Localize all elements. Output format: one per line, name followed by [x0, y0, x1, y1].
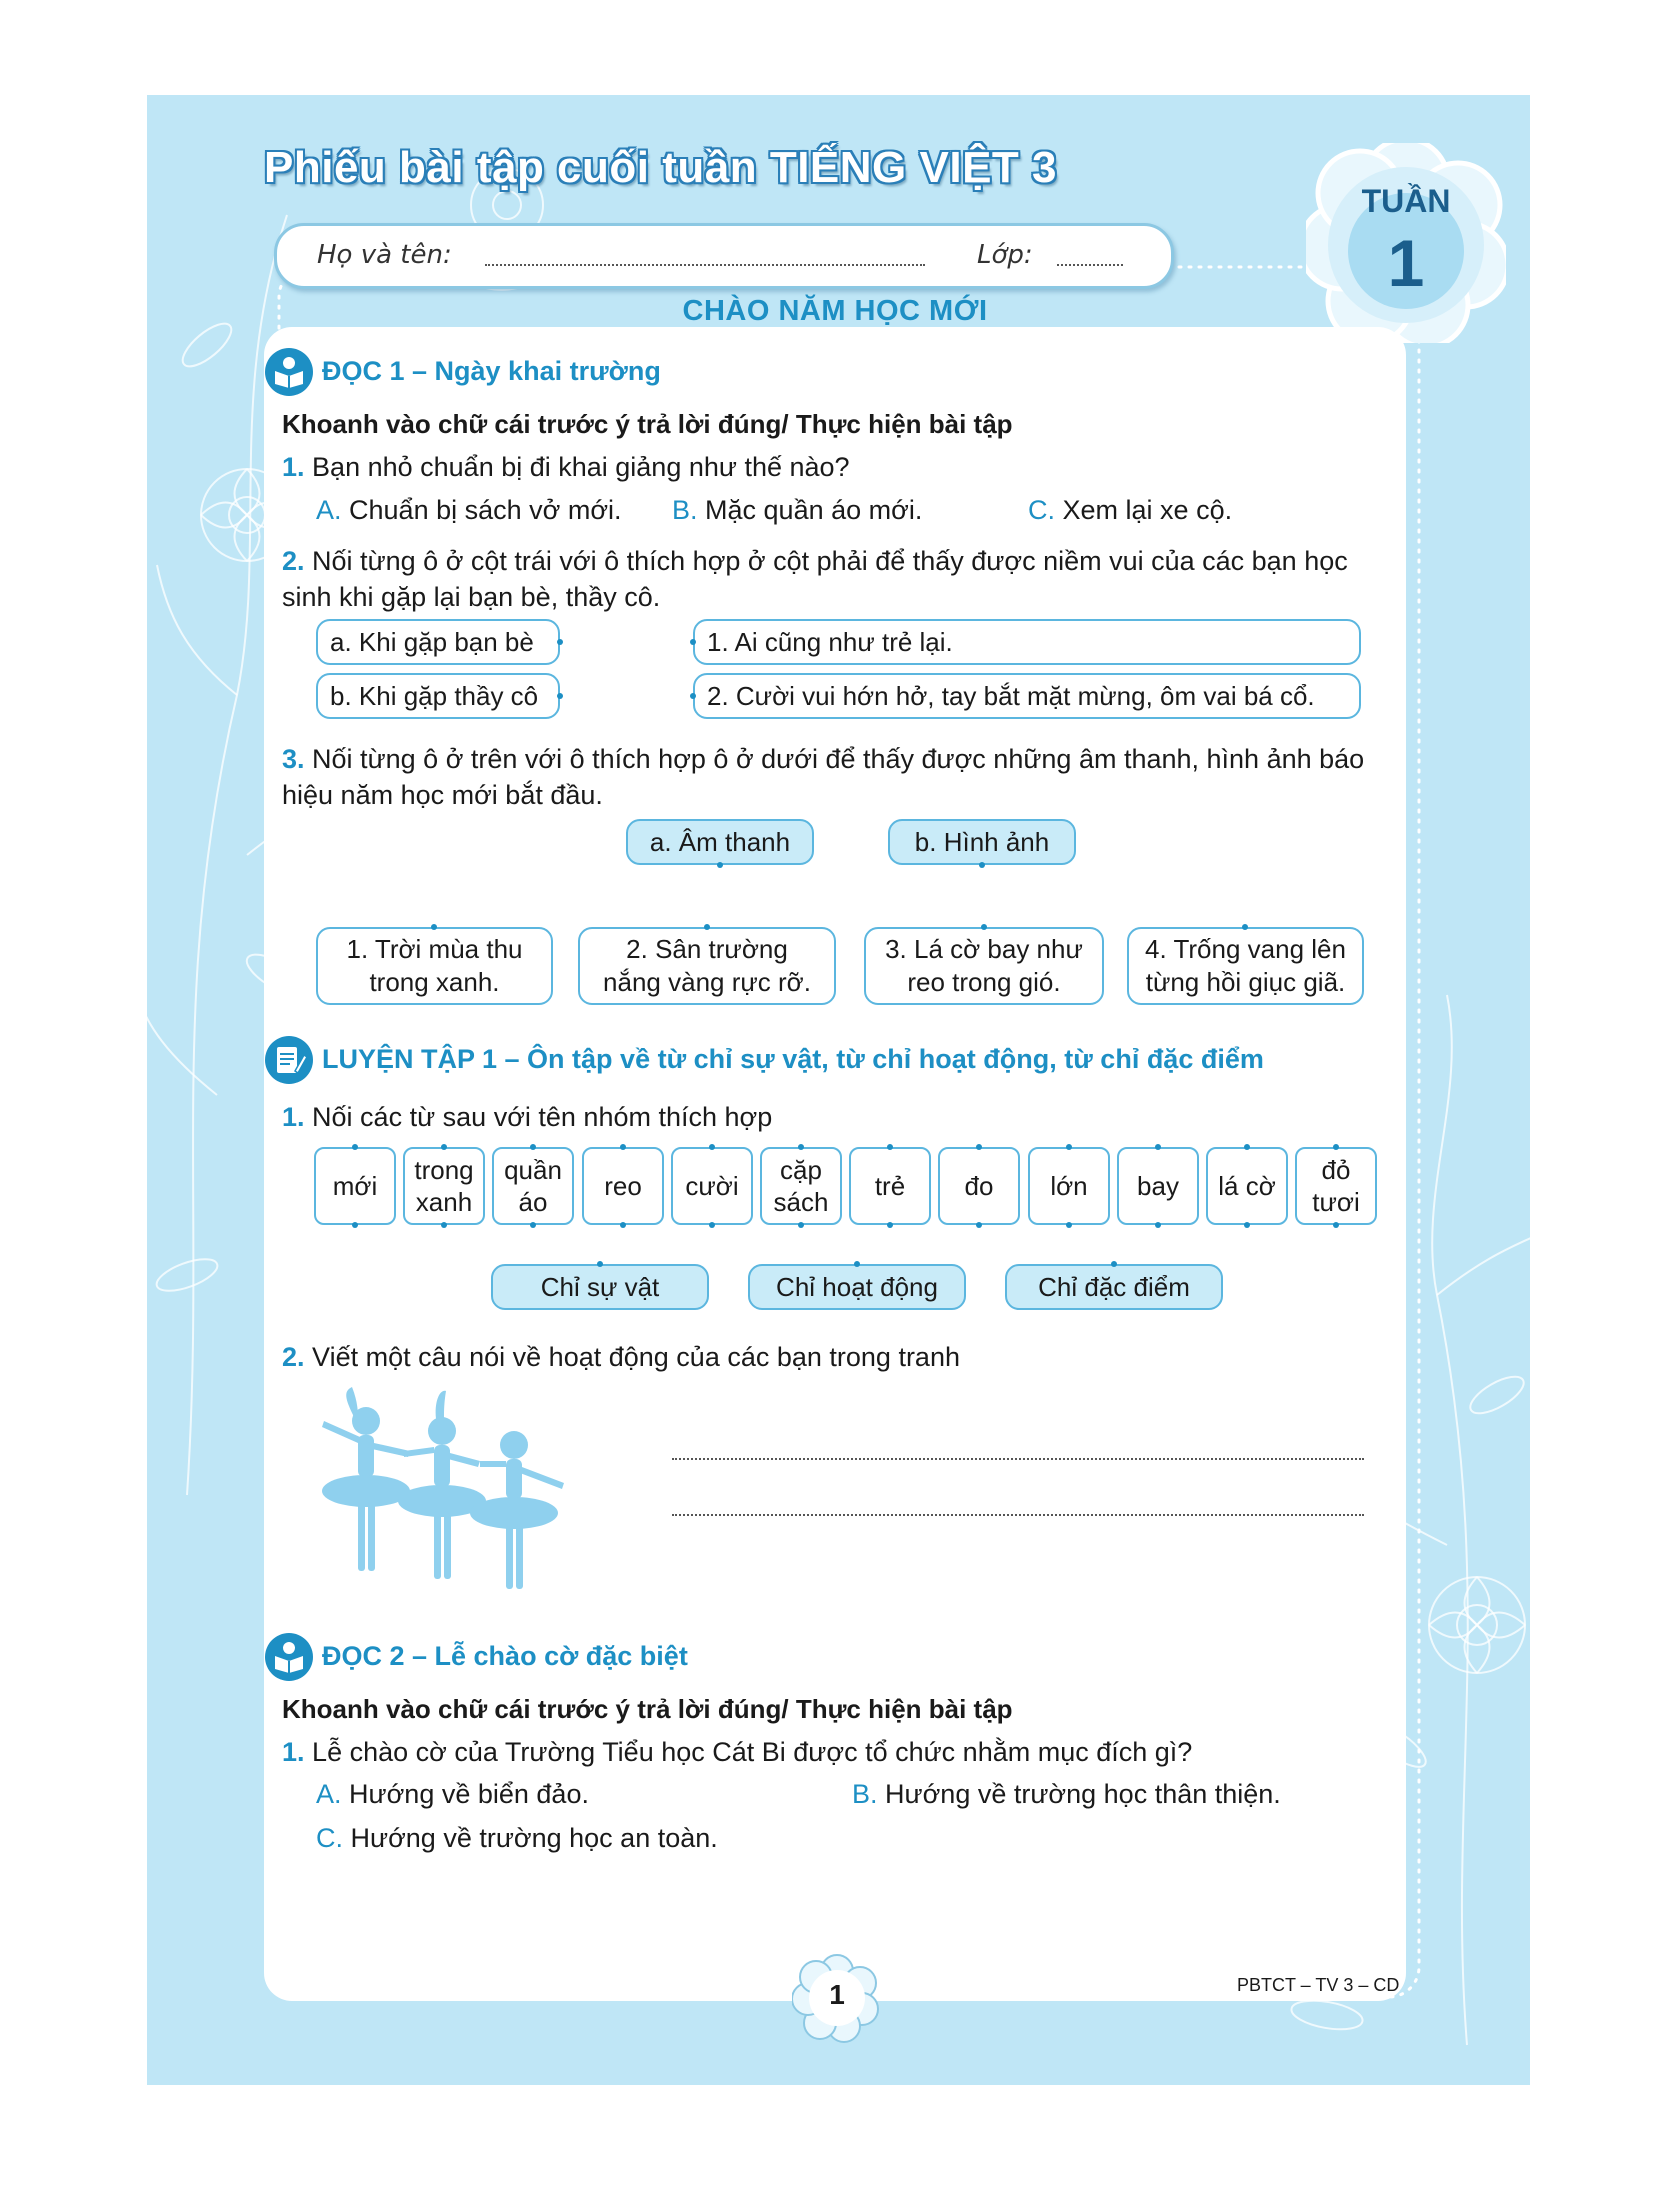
- box-line: từng hồi giục giã.: [1145, 967, 1346, 997]
- word-line: cặp: [780, 1155, 822, 1185]
- question-number: 3.: [282, 744, 305, 774]
- connector-dot[interactable]: [798, 1144, 804, 1150]
- name-class-bar: [274, 223, 1174, 289]
- option-letter: A.: [316, 495, 342, 525]
- word-line: cười: [685, 1171, 739, 1201]
- r1-question-3: [282, 741, 1382, 813]
- connector-dot[interactable]: [798, 1222, 804, 1228]
- word-line: tươi: [1312, 1187, 1360, 1217]
- connector-dot[interactable]: [1244, 1144, 1250, 1150]
- connector-dot[interactable]: [887, 1222, 893, 1228]
- question-text: Lễ chào cờ của Trường Tiểu học Cát Bi được tổ chức nhằm mục đích gì?: [312, 1737, 1193, 1767]
- connector-dot[interactable]: [1155, 1144, 1161, 1150]
- connector-dot[interactable]: [530, 1222, 536, 1228]
- r2-question-1: [282, 1734, 1192, 1770]
- page-number: 1: [829, 1979, 845, 2010]
- box-line: 4. Trống vang lên: [1145, 934, 1346, 964]
- question-text: Nối từng ô ở cột trái với ô thích hợp ở cột phải để thấy được niềm vui của các bạn học sinh khi gặp lại bạn bè, thầy cô.: [282, 546, 1348, 612]
- word-line: trong: [414, 1155, 474, 1185]
- r1-q2-right-box-1[interactable]: 1. Ai cũng như trẻ lại.: [693, 619, 1361, 665]
- word-box[interactable]: [760, 1147, 842, 1225]
- connector-dot[interactable]: [431, 924, 437, 930]
- word-text: [414, 1154, 473, 1218]
- connector-dot[interactable]: [981, 924, 987, 930]
- word-box[interactable]: [1295, 1147, 1377, 1225]
- option-letter: A.: [316, 1779, 342, 1809]
- word-box[interactable]: [492, 1147, 574, 1225]
- box-line: 2. Sân trường: [626, 934, 788, 964]
- word-box[interactable]: [1206, 1147, 1288, 1225]
- question-text: Viết một câu nói về hoạt động của các bạn trong tranh: [312, 1342, 960, 1372]
- connector-dot[interactable]: [1111, 1261, 1117, 1267]
- word-line: quần: [504, 1155, 562, 1185]
- connector-dot[interactable]: [620, 1222, 626, 1228]
- worksheet-title: Phiếu bài tập cuối tuần TIẾNG VIỆT 3: [264, 143, 1057, 192]
- word-line: xanh: [415, 1187, 473, 1217]
- box-line: reo trong gió.: [907, 967, 1061, 997]
- r1-q2-left-box-a[interactable]: a. Khi gặp bạn bè: [316, 619, 560, 665]
- option-text: Xem lại xe cộ.: [1062, 495, 1233, 525]
- reading2-instruction: Khoanh vào chữ cái trước ý trả lời đúng/ Thực hiện bài tập: [282, 1694, 1013, 1724]
- word-text: [1050, 1170, 1087, 1202]
- connector-dot[interactable]: [620, 1144, 626, 1150]
- option-text: Hướng về trường học an toàn.: [350, 1823, 718, 1853]
- box-line: 1. Trời mùa thu: [346, 934, 523, 964]
- word-text: [504, 1154, 562, 1218]
- r1-q3-bottom-box-4[interactable]: [1127, 927, 1364, 1005]
- p1-question-1: [282, 1099, 772, 1135]
- worksheet-page: [147, 95, 1530, 2085]
- group-box-feature[interactable]: Chỉ đặc điểm: [1005, 1264, 1223, 1310]
- connector-dot[interactable]: [717, 862, 723, 868]
- r1-q1-option-a[interactable]: [316, 495, 622, 526]
- r1-q3-bottom-box-2[interactable]: [578, 927, 836, 1005]
- word-line: bay: [1137, 1171, 1179, 1201]
- question-number: 1.: [282, 452, 305, 482]
- option-text: Hướng về trường học thân thiện.: [885, 1779, 1281, 1809]
- connector-dot[interactable]: [352, 1222, 358, 1228]
- word-box[interactable]: [1028, 1147, 1110, 1225]
- word-box[interactable]: [582, 1147, 664, 1225]
- connector-dot[interactable]: [352, 1144, 358, 1150]
- word-line: mới: [332, 1171, 378, 1201]
- word-text: [875, 1170, 905, 1202]
- word-text: [965, 1170, 994, 1202]
- question-number: 2.: [282, 1342, 305, 1372]
- word-text: [774, 1154, 829, 1218]
- week-label: TUẦN: [1361, 183, 1451, 219]
- group-box-action[interactable]: Chỉ hoạt động: [748, 1264, 966, 1310]
- connector-dot[interactable]: [976, 1222, 982, 1228]
- content-panel: [264, 295, 1406, 2001]
- option-letter: B.: [852, 1779, 878, 1809]
- r2-q1-option-b[interactable]: [852, 1779, 1281, 1810]
- word-text: [685, 1170, 738, 1202]
- word-box[interactable]: [1117, 1147, 1199, 1225]
- class-label: Lớp:: [977, 240, 1033, 270]
- practice1-heading: LUYỆN TẬP 1 – Ôn tập về từ chỉ sự vật, từ chỉ hoạt động, từ chỉ đặc điểm: [322, 1044, 1264, 1074]
- word-text: [1312, 1154, 1359, 1218]
- footer-code: PBTCT – TV 3 – CD: [1237, 1975, 1400, 1995]
- connector-dot[interactable]: [1155, 1222, 1161, 1228]
- notebook-pencil-icon: [264, 1035, 314, 1085]
- connector-dot[interactable]: [1066, 1144, 1072, 1150]
- connector-dot[interactable]: [709, 1222, 715, 1228]
- box-line: 3. Lá cờ bay như: [885, 934, 1083, 964]
- r1-q2-left-box-b[interactable]: b. Khi gặp thầy cô: [316, 673, 560, 719]
- connector-dot[interactable]: [690, 693, 696, 699]
- r1-q3-bottom-box-1[interactable]: [316, 927, 553, 1005]
- word-box[interactable]: [671, 1147, 753, 1225]
- connector-dot[interactable]: [1333, 1144, 1339, 1150]
- word-line: đo: [964, 1171, 994, 1201]
- week-number: 1: [1387, 226, 1425, 300]
- r1-question-2: [282, 543, 1382, 615]
- word-text: [333, 1170, 377, 1202]
- connector-dot[interactable]: [1244, 1222, 1250, 1228]
- word-line: lá cờ: [1218, 1171, 1276, 1201]
- word-line: áo: [518, 1187, 548, 1217]
- word-text: [604, 1170, 642, 1202]
- connector-dot[interactable]: [1242, 924, 1248, 930]
- word-box[interactable]: [403, 1147, 485, 1225]
- word-box[interactable]: [314, 1147, 396, 1225]
- name-input-line[interactable]: [485, 264, 925, 266]
- connector-dot[interactable]: [597, 1261, 603, 1267]
- option-text: Hướng về biển đảo.: [349, 1779, 589, 1809]
- class-input-line[interactable]: [1057, 264, 1123, 266]
- r1-q3-top-box-a[interactable]: a. Âm thanh: [626, 819, 814, 865]
- connector-dot[interactable]: [976, 1144, 982, 1150]
- connector-dot[interactable]: [854, 1261, 860, 1267]
- question-text: Nối từng ô ở trên với ô thích hợp ô ở dưới để thấy được những âm thanh, hình ảnh báo hiệu năm học mới bắt đầu.: [282, 744, 1365, 810]
- r1-q1-option-c[interactable]: [1028, 495, 1232, 526]
- word-line: sách: [773, 1187, 829, 1217]
- word-line: trẻ: [874, 1171, 906, 1201]
- box-line: trong xanh.: [369, 967, 500, 997]
- ballet-dancers-image: [314, 1387, 574, 1623]
- connector-dot[interactable]: [557, 693, 563, 699]
- word-line: lớn: [1050, 1171, 1088, 1201]
- connector-dot[interactable]: [709, 1144, 715, 1150]
- question-text: Nối các từ sau với tên nhóm thích hợp: [312, 1102, 773, 1132]
- connector-dot[interactable]: [1333, 1222, 1339, 1228]
- word-list: [314, 1147, 1374, 1237]
- answer-line-1[interactable]: [672, 1458, 1364, 1460]
- word-text: [1218, 1170, 1276, 1202]
- connector-dot[interactable]: [704, 924, 710, 930]
- connector-dot[interactable]: [979, 862, 985, 868]
- option-letter: C.: [316, 1823, 343, 1853]
- r1-q1-option-b[interactable]: [672, 495, 922, 526]
- option-letter: C.: [1028, 495, 1055, 525]
- box-line: nắng vàng rực rỡ.: [603, 967, 811, 997]
- reading1-heading: ĐỌC 1 – Ngày khai trường: [322, 356, 661, 386]
- group-box-object[interactable]: Chỉ sự vật: [491, 1264, 709, 1310]
- r1-question-1: [282, 449, 850, 485]
- connector-dot[interactable]: [530, 1144, 536, 1150]
- option-text: Chuẩn bị sách vở mới.: [349, 495, 622, 525]
- r1-q3-bottom-box-3[interactable]: [864, 927, 1104, 1005]
- r1-q2-right-box-2[interactable]: 2. Cười vui hớn hở, tay bắt mặt mừng, ôm vai bá cổ.: [693, 673, 1361, 719]
- question-number: 1.: [282, 1102, 305, 1132]
- connector-dot[interactable]: [1066, 1222, 1072, 1228]
- theme-title: CHÀO NĂM HỌC MỚI: [682, 295, 988, 327]
- word-line: đỏ: [1321, 1155, 1351, 1185]
- r1-q3-top-box-b[interactable]: b. Hình ảnh: [888, 819, 1076, 865]
- r2-q1-option-c[interactable]: [316, 1823, 718, 1854]
- question-number: 2.: [282, 546, 305, 576]
- reading2-heading: ĐỌC 2 – Lễ chào cờ đặc biệt: [322, 1641, 688, 1671]
- connector-dot[interactable]: [887, 1144, 893, 1150]
- connector-dot[interactable]: [690, 639, 696, 645]
- p1-question-2: [282, 1339, 960, 1375]
- answer-line-2[interactable]: [672, 1514, 1364, 1516]
- reading-book-icon: [264, 347, 314, 397]
- connector-dot[interactable]: [441, 1222, 447, 1228]
- word-line: reo: [604, 1171, 642, 1201]
- option-text: Mặc quần áo mới.: [705, 495, 923, 525]
- name-label: Họ và tên:: [317, 240, 452, 270]
- connector-dot[interactable]: [441, 1144, 447, 1150]
- r2-q1-option-a[interactable]: [316, 1779, 589, 1810]
- question-number: 1.: [282, 1737, 305, 1767]
- word-text: [1137, 1170, 1179, 1202]
- word-box[interactable]: [938, 1147, 1020, 1225]
- reading1-instruction: Khoanh vào chữ cái trước ý trả lời đúng/ Thực hiện bài tập: [282, 409, 1013, 439]
- connector-dot[interactable]: [557, 639, 563, 645]
- page-number-badge: [792, 1953, 882, 2043]
- option-letter: B.: [672, 495, 698, 525]
- reading-book-icon: [264, 1632, 314, 1682]
- word-box[interactable]: [849, 1147, 931, 1225]
- question-text: Bạn nhỏ chuẩn bị đi khai giảng như thế nào?: [312, 452, 850, 482]
